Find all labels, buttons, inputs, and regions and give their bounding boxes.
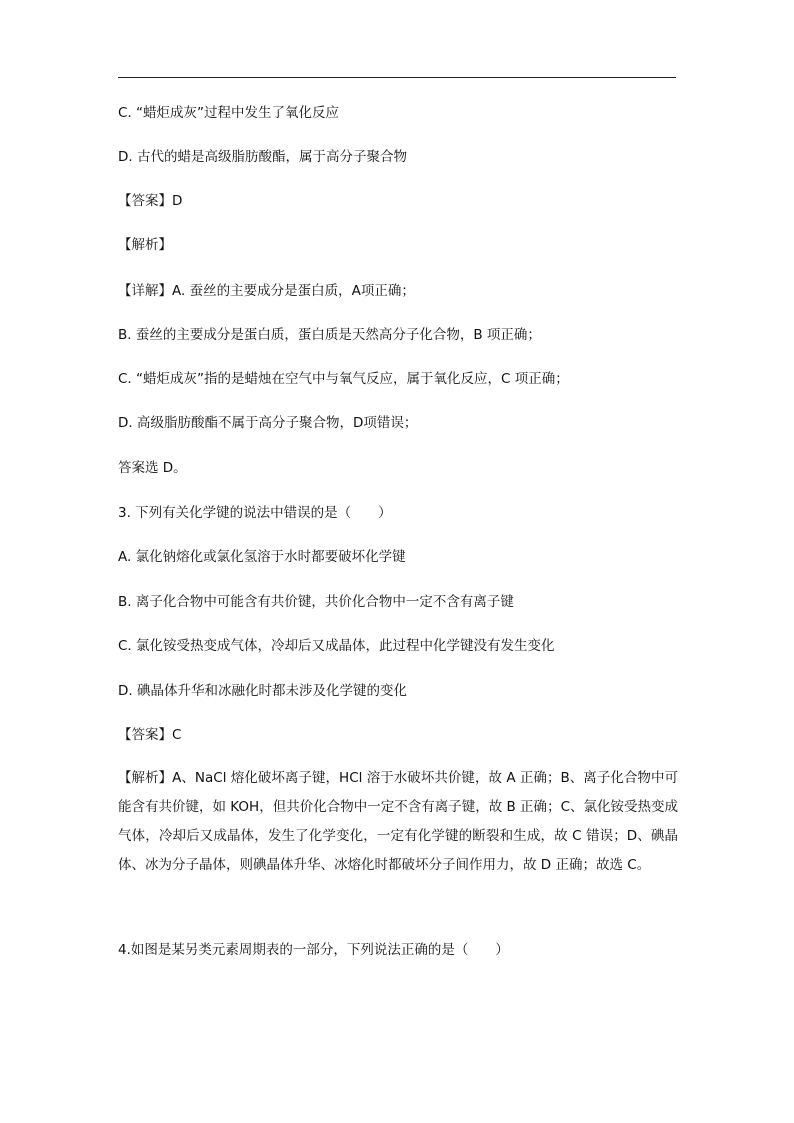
option-d-line: D. 古代的蜡是高级脂肪酸酯，属于高分子聚合物 <box>118 149 407 165</box>
header-rule <box>118 77 676 78</box>
question-3-option-b: B. 离子化合物中可能含有共价键，共价化合物中一定不含有离子键 <box>118 594 514 610</box>
answer-line: 【答案】D <box>118 193 183 209</box>
question-3-answer: 【答案】C <box>118 727 182 743</box>
analysis-heading: 【解析】 <box>118 237 172 253</box>
detail-d-line: D. 高级脂肪酸酯不属于高分子聚合物，D项错误； <box>118 415 418 431</box>
question-3-analysis-paragraph: 【解析】A、NaCl 熔化破坏离子键，HCl 溶于水破坏共价键，故 A 正确；B、离子化合物中可能含有共价键，如 KOH，但共价化合物中一定不含有离子键，故 B 正确；C、氯化铵受热变成气体，冷却后又成晶体，发生了化学变化，一定有化学键的断裂和生成，故 C 错误；D、碘晶体、冰为分子晶体，则碘晶体升华、冰熔化时都破坏分子间作用力，故 D 正确；故选 C。 <box>118 770 678 873</box>
question-3-title: 3. 下列有关化学键的说法中错误的是（ ） <box>118 505 392 521</box>
detail-c-line: C. “蜡炬成灰”指的是蜡烛在空气中与氧气反应，属于氧化反应，C 项正确； <box>118 371 569 387</box>
question-4-title: 4.如图是某另类元素周期表的一部分，下列说法正确的是（ ） <box>118 942 509 958</box>
question-3-option-d: D. 碘晶体升华和冰融化时都未涉及化学键的变化 <box>118 683 407 699</box>
detail-b-line: B. 蚕丝的主要成分是蛋白质，蛋白质是天然高分子化合物，B 项正确； <box>118 327 541 343</box>
detail-a-line: 【详解】A. 蚕丝的主要成分是蛋白质，A项正确； <box>118 283 415 299</box>
option-c-line: C. “蜡炬成灰”过程中发生了氧化反应 <box>118 105 339 121</box>
answer-choice-line: 答案选 D。 <box>118 460 187 476</box>
question-3-option-c: C. 氯化铵受热变成气体，冷却后又成晶体，此过程中化学键没有发生变化 <box>118 638 555 654</box>
question-3-option-a: A. 氯化钠熔化或氯化氢溶于水时都要破坏化学键 <box>118 549 406 565</box>
